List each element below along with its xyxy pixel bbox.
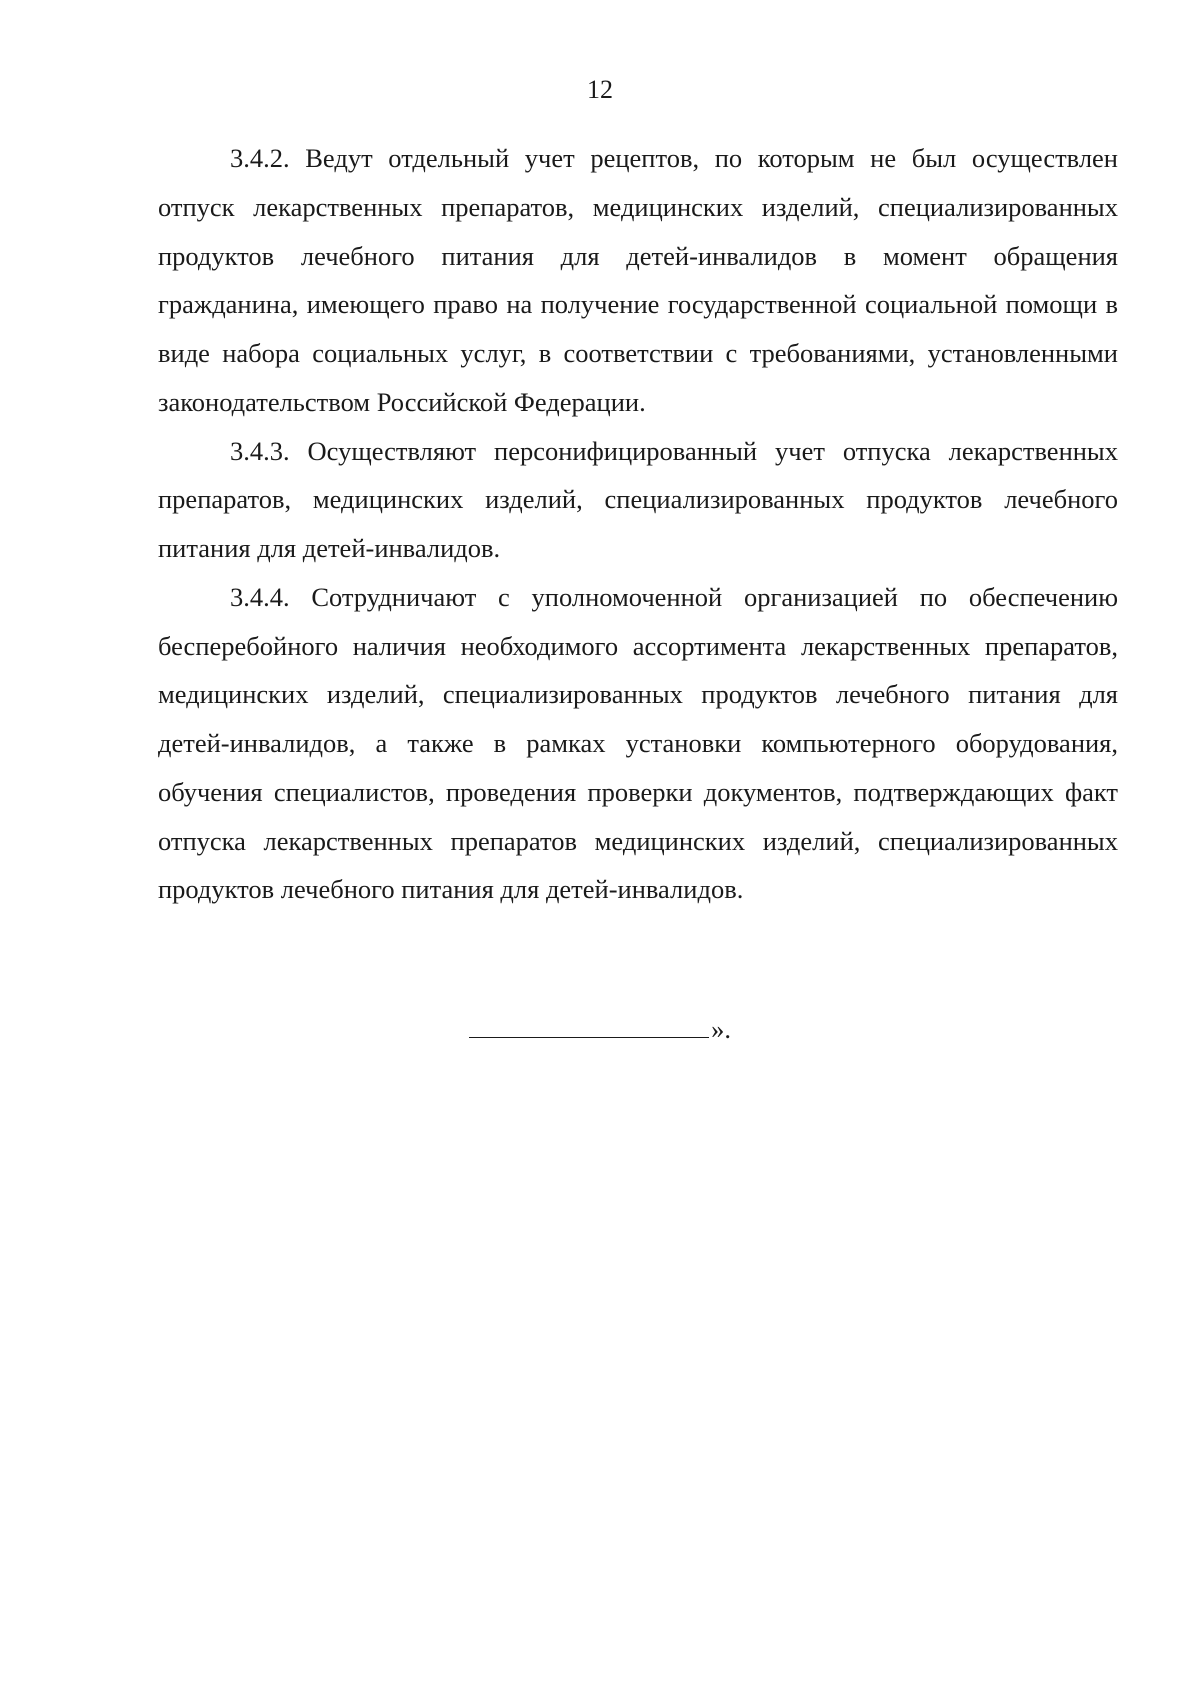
closing-mark (0, 1009, 1200, 1049)
page-number: 12 (587, 75, 613, 104)
closing-quote: ». (711, 1014, 731, 1044)
closing-underline (469, 1009, 709, 1038)
paragraph-3-4-3: 3.4.3. Осуществляют персонифицированный учет отпуска лекарственных препаратов, медицинских изделий, специализированных продуктов лечебного питания для детей-инвалидов. (158, 435, 1118, 563)
document-body (158, 134, 1118, 914)
paragraph-3-4-4: 3.4.4. Сотрудничают с уполномоченной организацией по обеспечению бесперебойного наличия необходимого ассортимента лекарственных препаратов, медицинских изделий, специализированных продуктов лечебного питания для детей-инвалидов, а также в рамках установки компьютерного оборудования, обучения специалистов, проведения проверки документов, подтверждающих факт отпуска лекарственных препаратов медицинских изделий, специализированных продуктов лечебного питания для детей-инвалидов. (158, 581, 1118, 905)
paragraph-3-4-2: 3.4.2. Ведут отдельный учет рецептов, по которым не был осуществлен отпуск лекарственных препаратов, медицинских изделий, специализированных продуктов лечебного питания для детей-инвалидов в момент обращения гражданина, имеющего право на получение государственной социальной помощи в виде набора социальных услуг, в соответствии с требованиями, установленными законодательством Российской Федерации. (158, 143, 1118, 417)
